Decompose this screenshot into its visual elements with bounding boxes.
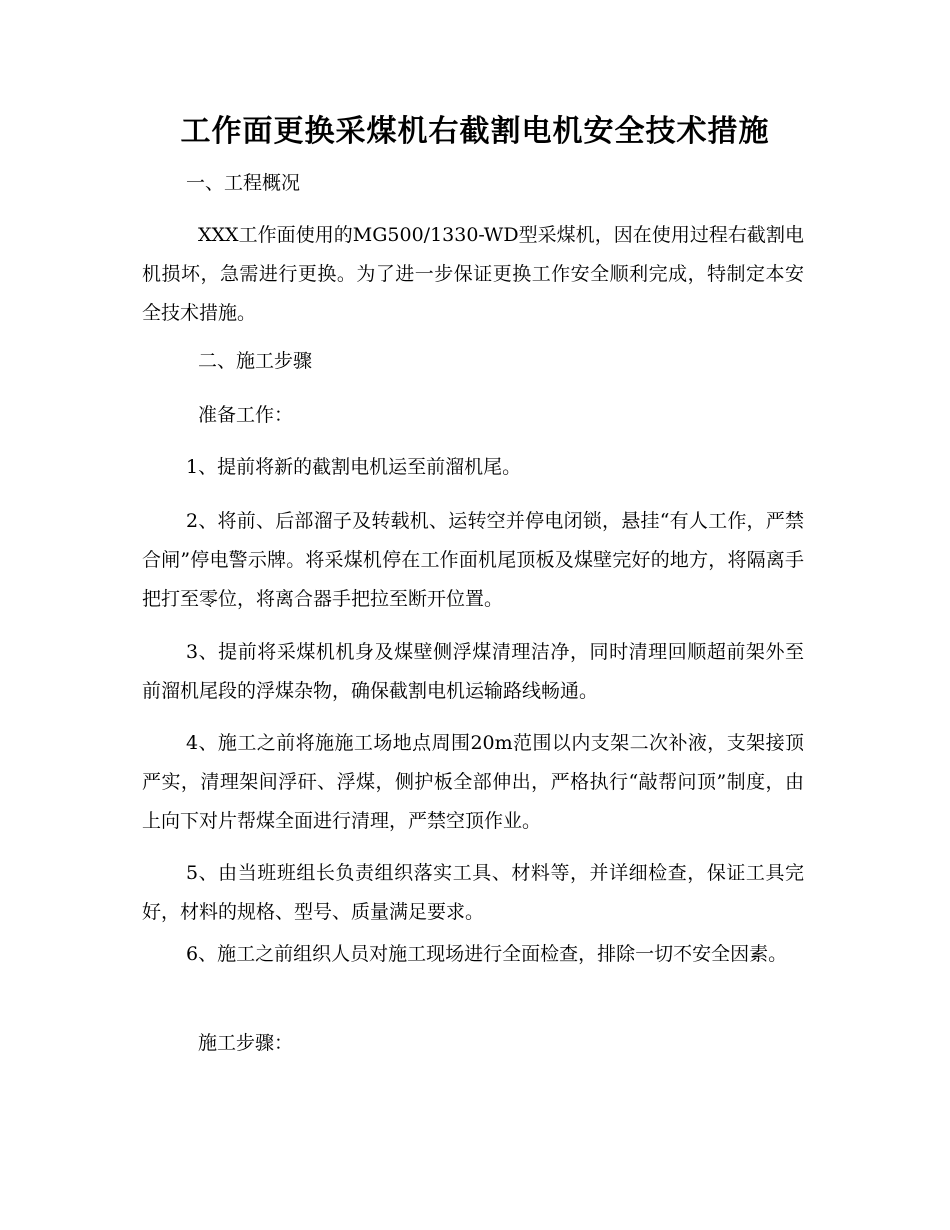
prep-heading: 准备工作： — [198, 404, 294, 426]
prep-item-1: 1、提前将新的截割电机运至前溜机尾。 — [186, 456, 522, 478]
prep-item-2: 2、将前、后部溜子及转载机、运转空并停电闭锁，悬挂“有人工作，严禁合闸”停电警示牌。将采煤机停在工作面机尾顶板及煤壁完好的地方，将隔离手把打至零位，将离合器手把拉至断开位置。 — [142, 510, 804, 610]
steps-heading: 施工步骤： — [198, 1032, 294, 1054]
prep-item-5: 5、由当班班组长负责组织落实工具、材料等，并详细检查，保证工具完好，材料的规格、型号、质量满足要求。 — [142, 862, 804, 923]
overview-paragraph: XXX工作面使用的MG500/1330-WD型采煤机，因在使用过程右截割电机损坏，急需进行更换。为了进一步保证更换工作安全顺利完成，特制定本安全技术措施。 — [142, 224, 804, 324]
prep-item-6: 6、施工之前组织人员对施工现场进行全面检查，排除一切不安全因素。 — [186, 943, 788, 965]
section-heading-overview: 一、工程概况 — [186, 172, 301, 194]
document-title: 工作面更换采煤机右截割电机安全技术措施 — [180, 114, 770, 149]
prep-item-4: 4、施工之前将施施工场地点周围20m范围以内支架二次补液，支架接顶严实，清理架间浮矸、浮煤，侧护板全部伸出，严格执行“敲帮问顶”制度，由上向下对片帮煤全面进行清理，严禁空顶作业。 — [142, 732, 804, 832]
prep-item-3: 3、提前将采煤机机身及煤壁侧浮煤清理洁净，同时清理回顺超前架外至前溜机尾段的浮煤杂物，确保截割电机运输路线畅通。 — [142, 641, 804, 702]
section-heading-steps: 二、施工步骤 — [198, 350, 313, 372]
